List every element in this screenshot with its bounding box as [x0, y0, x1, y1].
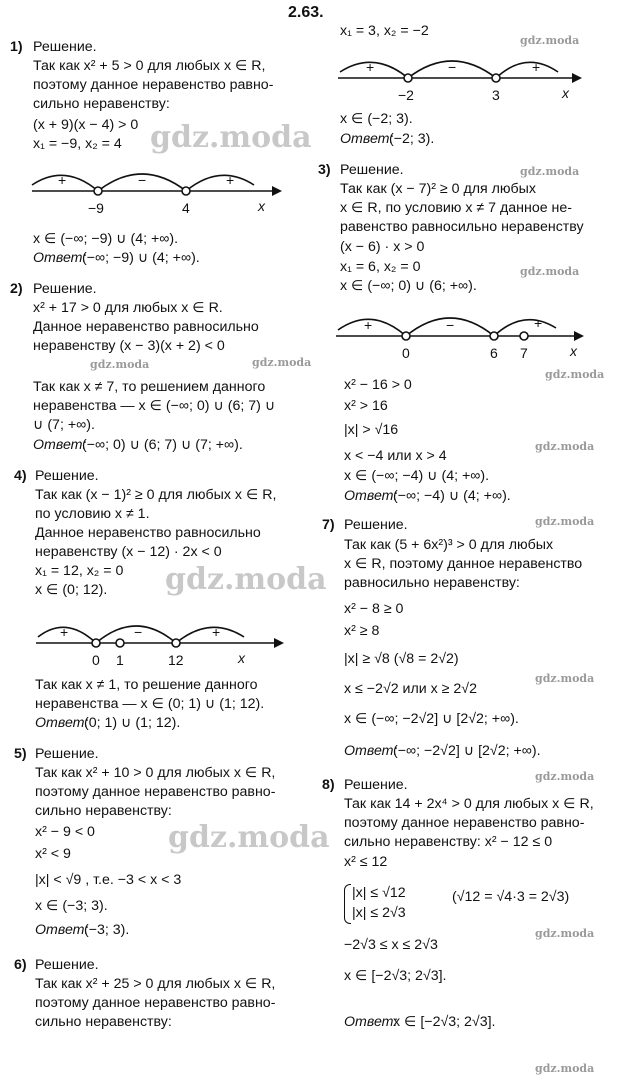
- p5-answer-label: Ответ:: [35, 922, 89, 938]
- p1-number-line: [30, 155, 290, 215]
- axis-point-label: 7: [520, 345, 528, 361]
- axis-point-label: 0: [92, 652, 100, 668]
- axis-point-label: 1: [116, 652, 124, 668]
- p5-number: 5): [14, 746, 27, 762]
- p8-line: поэтому данное неравенство равно-: [344, 815, 585, 831]
- watermark-small: gdz.moda: [535, 770, 595, 783]
- rtop-answer: (−2; 3).: [389, 131, 435, 147]
- watermark: gdz.moda: [150, 120, 312, 155]
- axis-sign: +: [366, 59, 375, 75]
- p7-line: x ∈ R, поэтому данное неравенство: [344, 556, 583, 572]
- p4-line: неравенства — x ∈ (0; 1) ∪ (1; 12).: [35, 696, 265, 712]
- watermark-small: gdz.moda: [535, 1062, 595, 1075]
- p2-answer-label: Ответ:: [33, 437, 87, 453]
- watermark: gdz.moda: [168, 820, 330, 855]
- axis-sign: +: [226, 172, 235, 188]
- watermark-small: gdz.moda: [252, 356, 312, 369]
- p2-line: x² + 17 > 0 для любых x ∈ R.: [33, 300, 223, 316]
- p5-line: Так как x² + 10 > 0 для любых x ∈ R,: [35, 765, 276, 781]
- p4-line: неравенству (x − 12) · 2x < 0: [35, 544, 222, 560]
- p7-line: x ∈ (−∞; −2√2] ∪ [2√2; +∞).: [344, 711, 519, 727]
- p2-heading: Решение.: [33, 281, 97, 297]
- p3-number-line: [334, 298, 594, 362]
- axis-point-label: −2: [398, 87, 414, 103]
- axis-point-label: 3: [492, 87, 500, 103]
- p8-number: 8): [322, 777, 335, 793]
- watermark-small: gdz.moda: [520, 34, 580, 47]
- p1-line: сильно неравенству:: [33, 96, 170, 112]
- p7-heading: Решение.: [344, 517, 408, 533]
- p2-line: неравенства — x ∈ (−∞; 0) ∪ (6; 7) ∪: [33, 398, 276, 414]
- p8-line: x ∈ [−2√3; 2√3].: [344, 968, 447, 984]
- p6-number: 6): [14, 957, 27, 973]
- p3-heading: Решение.: [340, 162, 404, 178]
- p1-number: 1): [10, 39, 23, 55]
- p1-heading: Решение.: [33, 39, 97, 55]
- p7-answer-label: Ответ:: [344, 743, 398, 759]
- axis-sign: −: [446, 317, 455, 333]
- p4-line: Так как (x − 1)² ≥ 0 для любых x ∈ R,: [35, 487, 277, 503]
- p8-line: −2√3 ≤ x ≤ 2√3: [344, 937, 438, 953]
- p2-line: ∪ (7; +∞).: [33, 417, 95, 433]
- p5-line: x² < 9: [35, 846, 71, 862]
- p4-line: Данное неравенство равносильно: [35, 525, 261, 541]
- p4-number: 4): [14, 468, 27, 484]
- p1-line: (x + 9)(x − 4) > 0: [33, 117, 139, 133]
- p3-line: x₁ = 6, x₂ = 0: [340, 259, 421, 275]
- axis-variable: x: [258, 198, 265, 214]
- rtop-number-line: [336, 42, 596, 106]
- rtop-roots: x₁ = 3, x₂ = −2: [340, 23, 429, 39]
- p1-answer-label: Ответ:: [33, 250, 87, 266]
- p4-line: x ∈ (0; 12).: [35, 582, 108, 598]
- p2-number: 2): [10, 281, 23, 297]
- rtop-answer-set: x ∈ (−2; 3).: [340, 111, 413, 127]
- rmid-answer-label: Ответ:: [344, 488, 398, 504]
- watermark-small: gdz.moda: [520, 165, 580, 178]
- p5-line: сильно неравенству:: [35, 803, 172, 819]
- p5-line: поэтому данное неравенство равно-: [35, 784, 276, 800]
- axis-sign: +: [364, 317, 373, 333]
- p4-line: Так как x ≠ 1, то решение данного: [35, 677, 258, 693]
- p5-line: x² − 9 < 0: [35, 824, 95, 840]
- axis-sign: −: [448, 59, 457, 75]
- p2-answer: (−∞; 0) ∪ (6; 7) ∪ (7; +∞).: [82, 437, 243, 453]
- p3-line: (x − 6) · x > 0: [340, 239, 425, 255]
- rmid-line: x² > 16: [344, 398, 388, 414]
- watermark-small: gdz.moda: [535, 515, 595, 528]
- p6-heading: Решение.: [35, 957, 99, 973]
- p4-number-line: [34, 605, 294, 669]
- watermark-small: gdz.moda: [90, 358, 150, 371]
- p8-note: (√12 = √4·3 = 2√3): [452, 889, 570, 905]
- axis-point-label: 6: [490, 345, 498, 361]
- axis-sign: +: [212, 624, 221, 640]
- p5-heading: Решение.: [35, 746, 99, 762]
- axis-point-label: −9: [88, 200, 104, 216]
- rmid-line: x² − 16 > 0: [344, 377, 412, 393]
- system-brace: [344, 884, 351, 924]
- p7-answer: (−∞; −2√2] ∪ [2√2; +∞).: [393, 743, 541, 759]
- p6-line: сильно неравенству:: [35, 1014, 172, 1030]
- p8-system-line: |x| ≤ 2√3: [352, 905, 406, 921]
- p4-line: x₁ = 12, x₂ = 0: [35, 563, 124, 579]
- p8-heading: Решение.: [344, 777, 408, 793]
- p7-line: x ≤ −2√2 или x ≥ 2√2: [344, 681, 477, 697]
- axis-point-label: 12: [168, 652, 184, 668]
- p3-line: x ∈ R, по условию x ≠ 7 данное не-: [340, 200, 572, 216]
- axis-sign: +: [532, 59, 541, 75]
- p4-answer: (0; 1) ∪ (1; 12).: [84, 715, 181, 731]
- watermark-small: gdz.moda: [535, 672, 595, 685]
- p1-line: x₁ = −9, x₂ = 4: [33, 136, 122, 152]
- p7-line: x² − 8 ≥ 0: [344, 601, 404, 617]
- axis-variable: x: [562, 85, 569, 101]
- rmid-line: x ∈ (−∞; −4) ∪ (4; +∞).: [344, 468, 490, 484]
- watermark-small: gdz.moda: [535, 440, 595, 453]
- axis-sign: +: [58, 172, 67, 188]
- p2-line: Данное неравенство равносильно: [33, 319, 259, 335]
- axis-point-label: 4: [182, 200, 190, 216]
- p3-line: Так как (x − 7)² ≥ 0 для любых: [340, 181, 536, 197]
- axis-sign: +: [534, 315, 543, 331]
- p5-line: |x| < √9 , т.е. −3 < x < 3: [35, 872, 182, 888]
- axis-sign: −: [134, 624, 143, 640]
- watermark-small: gdz.moda: [520, 265, 580, 278]
- rmid-line: x < −4 или x > 4: [344, 448, 447, 464]
- p7-line: x² ≥ 8: [344, 623, 380, 639]
- p1-answer: (−∞; −9) ∪ (4; +∞).: [82, 250, 200, 266]
- p1-line: Так как x² + 5 > 0 для любых x ∈ R,: [33, 58, 266, 74]
- p6-line: поэтому данное неравенство равно-: [35, 995, 276, 1011]
- p4-answer-label: Ответ:: [35, 715, 89, 731]
- p8-system-line: |x| ≤ √12: [352, 885, 406, 901]
- rtop-answer-label: Ответ:: [340, 131, 394, 147]
- p5-line: x ∈ (−3; 3).: [35, 898, 108, 914]
- axis-sign: −: [138, 172, 147, 188]
- p1-line: поэтому данное неравенство равно-: [33, 77, 274, 93]
- axis-sign: +: [60, 624, 69, 640]
- p8-line: сильно неравенству: x² − 12 ≤ 0: [344, 834, 553, 850]
- p6-line: Так как x² + 25 > 0 для любых x ∈ R,: [35, 976, 276, 992]
- axis-point-label: 0: [402, 345, 410, 361]
- p4-line: по условию x ≠ 1.: [35, 506, 150, 522]
- p7-line: равносильно неравенству:: [344, 575, 520, 591]
- watermark: gdz.moda: [165, 562, 327, 597]
- p3-number: 3): [318, 162, 331, 178]
- p7-line: Так как (5 + 6x²)³ > 0 для любых: [344, 537, 554, 553]
- watermark-small: gdz.moda: [535, 927, 595, 940]
- problem-title: 2.63.: [288, 4, 324, 21]
- watermark-small: gdz.moda: [545, 368, 605, 381]
- axis-variable: x: [570, 343, 577, 359]
- p3-line: равенство равносильно неравенству: [340, 219, 584, 235]
- p4-heading: Решение.: [35, 468, 99, 484]
- p2-line: Так как x ≠ 7, то решением данного: [33, 379, 266, 395]
- rmid-answer: (−∞; −4) ∪ (4; +∞).: [393, 488, 511, 504]
- rmid-line: |x| > √16: [344, 422, 399, 438]
- p8-answer: x ∈ [−2√3; 2√3].: [393, 1014, 496, 1030]
- p8-line: x² ≤ 12: [344, 854, 388, 870]
- p8-line: Так как 14 + 2x⁴ > 0 для любых x ∈ R,: [344, 796, 594, 812]
- axis-variable: x: [238, 650, 245, 666]
- p2-line: неравенству (x − 3)(x + 2) < 0: [33, 338, 225, 354]
- p7-line: |x| ≥ √8 (√8 = 2√2): [344, 651, 459, 667]
- p8-answer-label: Ответ:: [344, 1014, 398, 1030]
- p3-line: x ∈ (−∞; 0) ∪ (6; +∞).: [340, 278, 477, 294]
- p1-answer-set: x ∈ (−∞; −9) ∪ (4; +∞).: [33, 231, 179, 247]
- p5-answer: (−3; 3).: [84, 922, 130, 938]
- p7-number: 7): [322, 517, 335, 533]
